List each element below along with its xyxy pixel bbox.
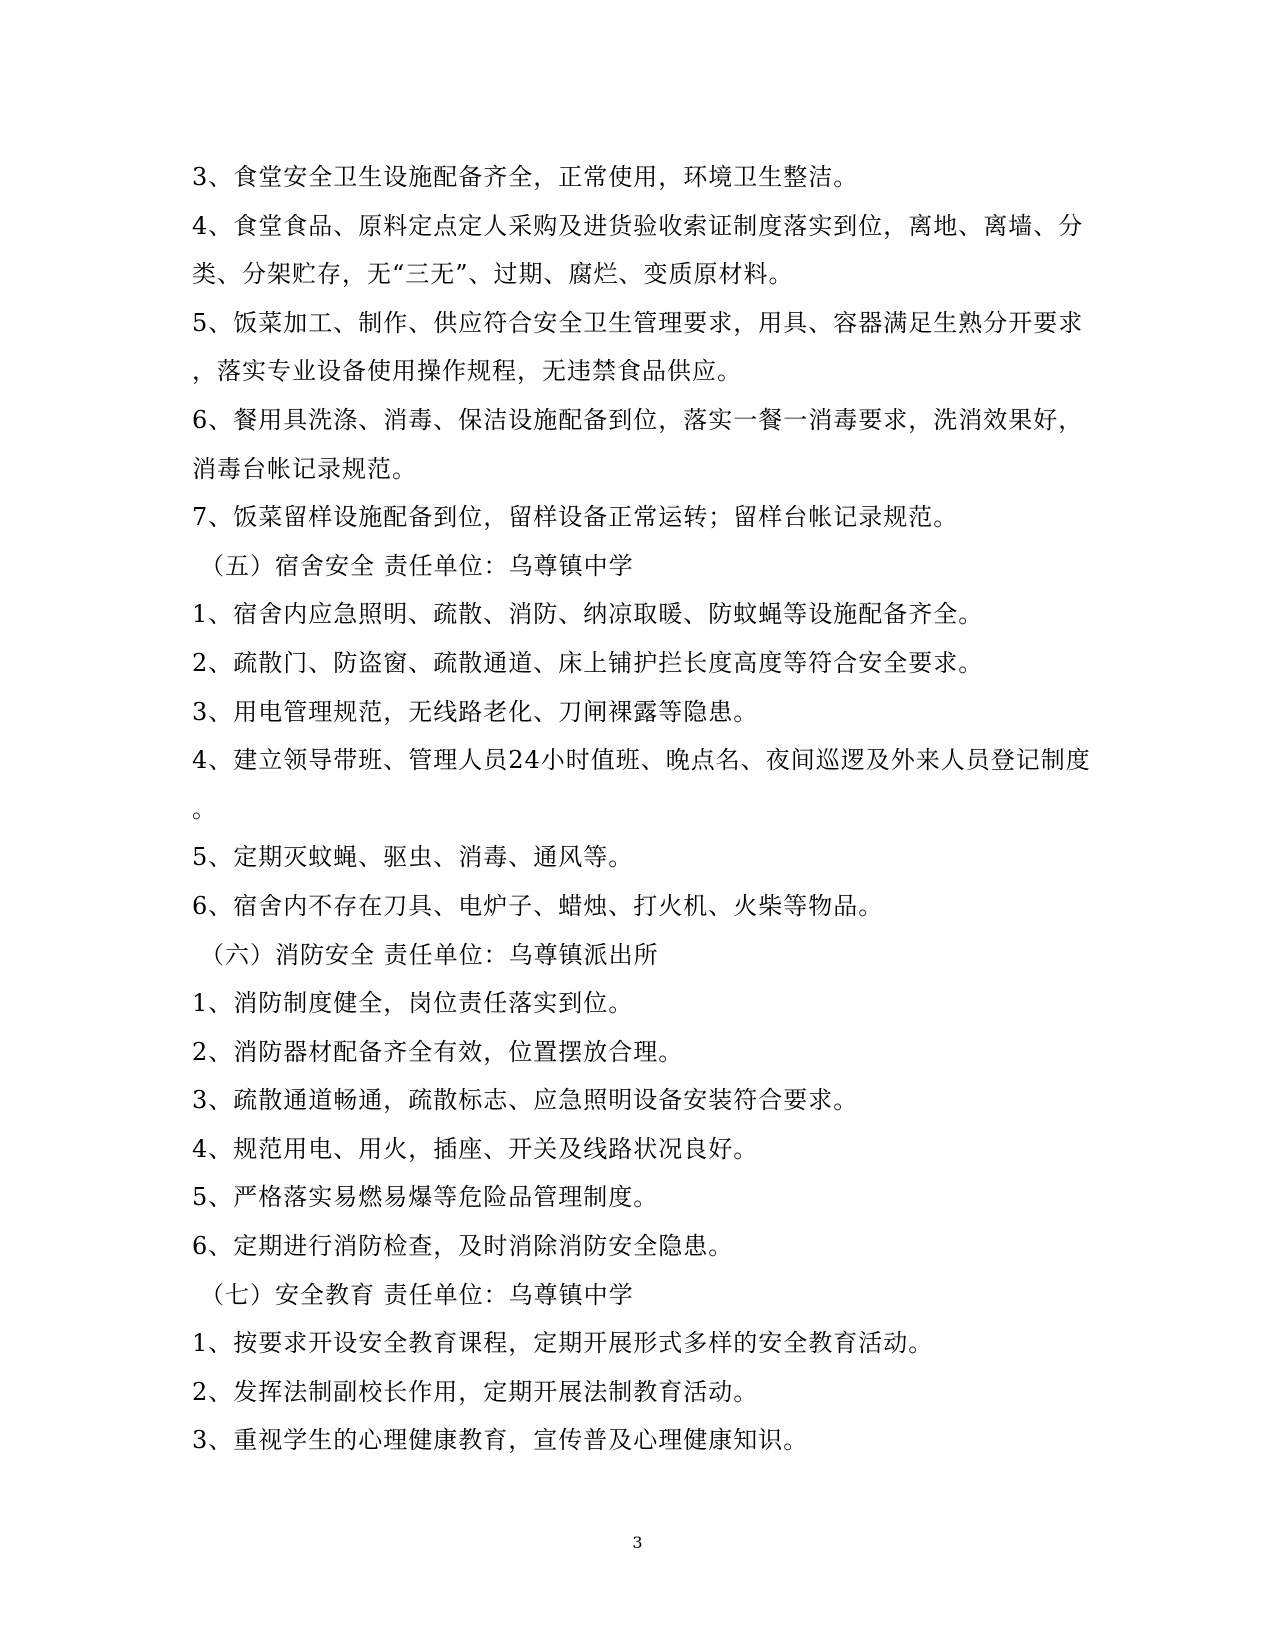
text-line: 3、用电管理规范，无线路老化、刀闸裸露等隐患。: [192, 697, 759, 726]
section-heading: （七）安全教育 责任单位：乌尊镇中学: [200, 1280, 634, 1309]
text-line: 3、疏散通道畅通，疏散标志、应急照明设备安装符合要求。: [192, 1086, 859, 1115]
text-line: 2、发挥法制副校长作用，定期开展法制教育活动。: [192, 1377, 759, 1406]
text-line: 7、饭菜留样设施配备到位，留样设备正常运转；留样台帐记录规范。: [192, 503, 959, 532]
text-line: 5、定期灭蚊蝇、驱虫、消毒、通风等。: [192, 843, 634, 872]
text-line: 3、食堂安全卫生设施配备齐全，正常使用，环境卫生整洁。: [192, 163, 859, 191]
text-line: 3、重视学生的心理健康教育，宣传普及心理健康知识。: [192, 1426, 809, 1455]
text-line: 1、消防制度健全，岗位责任落实到位。: [192, 989, 634, 1018]
text-line: 2、疏散门、防盗窗、疏散通道、床上铺护拦长度高度等符合安全要求。: [192, 648, 984, 677]
text-line: ，落实专业设备使用操作规程，无违禁食品供应。: [192, 357, 742, 386]
text-line: 5、严格落实易燃易爆等危险品管理制度。: [192, 1183, 659, 1212]
text-line: 1、宿舍内应急照明、疏散、消防、纳凉取暖、防蚊蝇等设施配备齐全。: [192, 600, 984, 629]
text-line: 消毒台帐记录规范。: [192, 454, 417, 483]
text-line: 4、规范用电、用火，插座、开关及线路状况良好。: [192, 1134, 759, 1163]
text-line: 6、宿舍内不存在刀具、电炉子、蜡烛、打火机、火柴等物品。: [192, 891, 884, 920]
document-body: [192, 153, 1092, 1465]
page-number: 3: [632, 1533, 643, 1552]
text-line: 。: [192, 794, 217, 823]
text-line: 2、消防器材配备齐全有效，位置摆放合理。: [192, 1037, 684, 1066]
text-line: 5、饭菜加工、制作、供应符合安全卫生管理要求，用具、容器满足生熟分开要求: [192, 308, 1084, 337]
text-line: 6、定期进行消防检查，及时消除消防安全隐患。: [192, 1232, 734, 1261]
text-line: 4、建立领导带班、管理人员24小时值班、晚点名、夜间巡逻及外来人员登记制度: [192, 746, 1091, 775]
text-line: 类、分架贮存，无“三无”、过期、腐烂、变质原材料。: [192, 260, 794, 289]
text-line: 1、按要求开设安全教育课程，定期开展形式多样的安全教育活动。: [192, 1329, 934, 1358]
text-line: 4、食堂食品、原料定点定人采购及进货验收索证制度落实到位，离地、离墙、分: [192, 211, 1084, 240]
text-line: 6、餐用具洗涤、消毒、保洁设施配备到位，落实一餐一消毒要求，洗消效果好，: [192, 405, 1084, 434]
section-heading: （五）宿舍安全 责任单位：乌尊镇中学: [200, 551, 634, 580]
section-heading: （六）消防安全 责任单位：乌尊镇派出所: [200, 940, 659, 969]
